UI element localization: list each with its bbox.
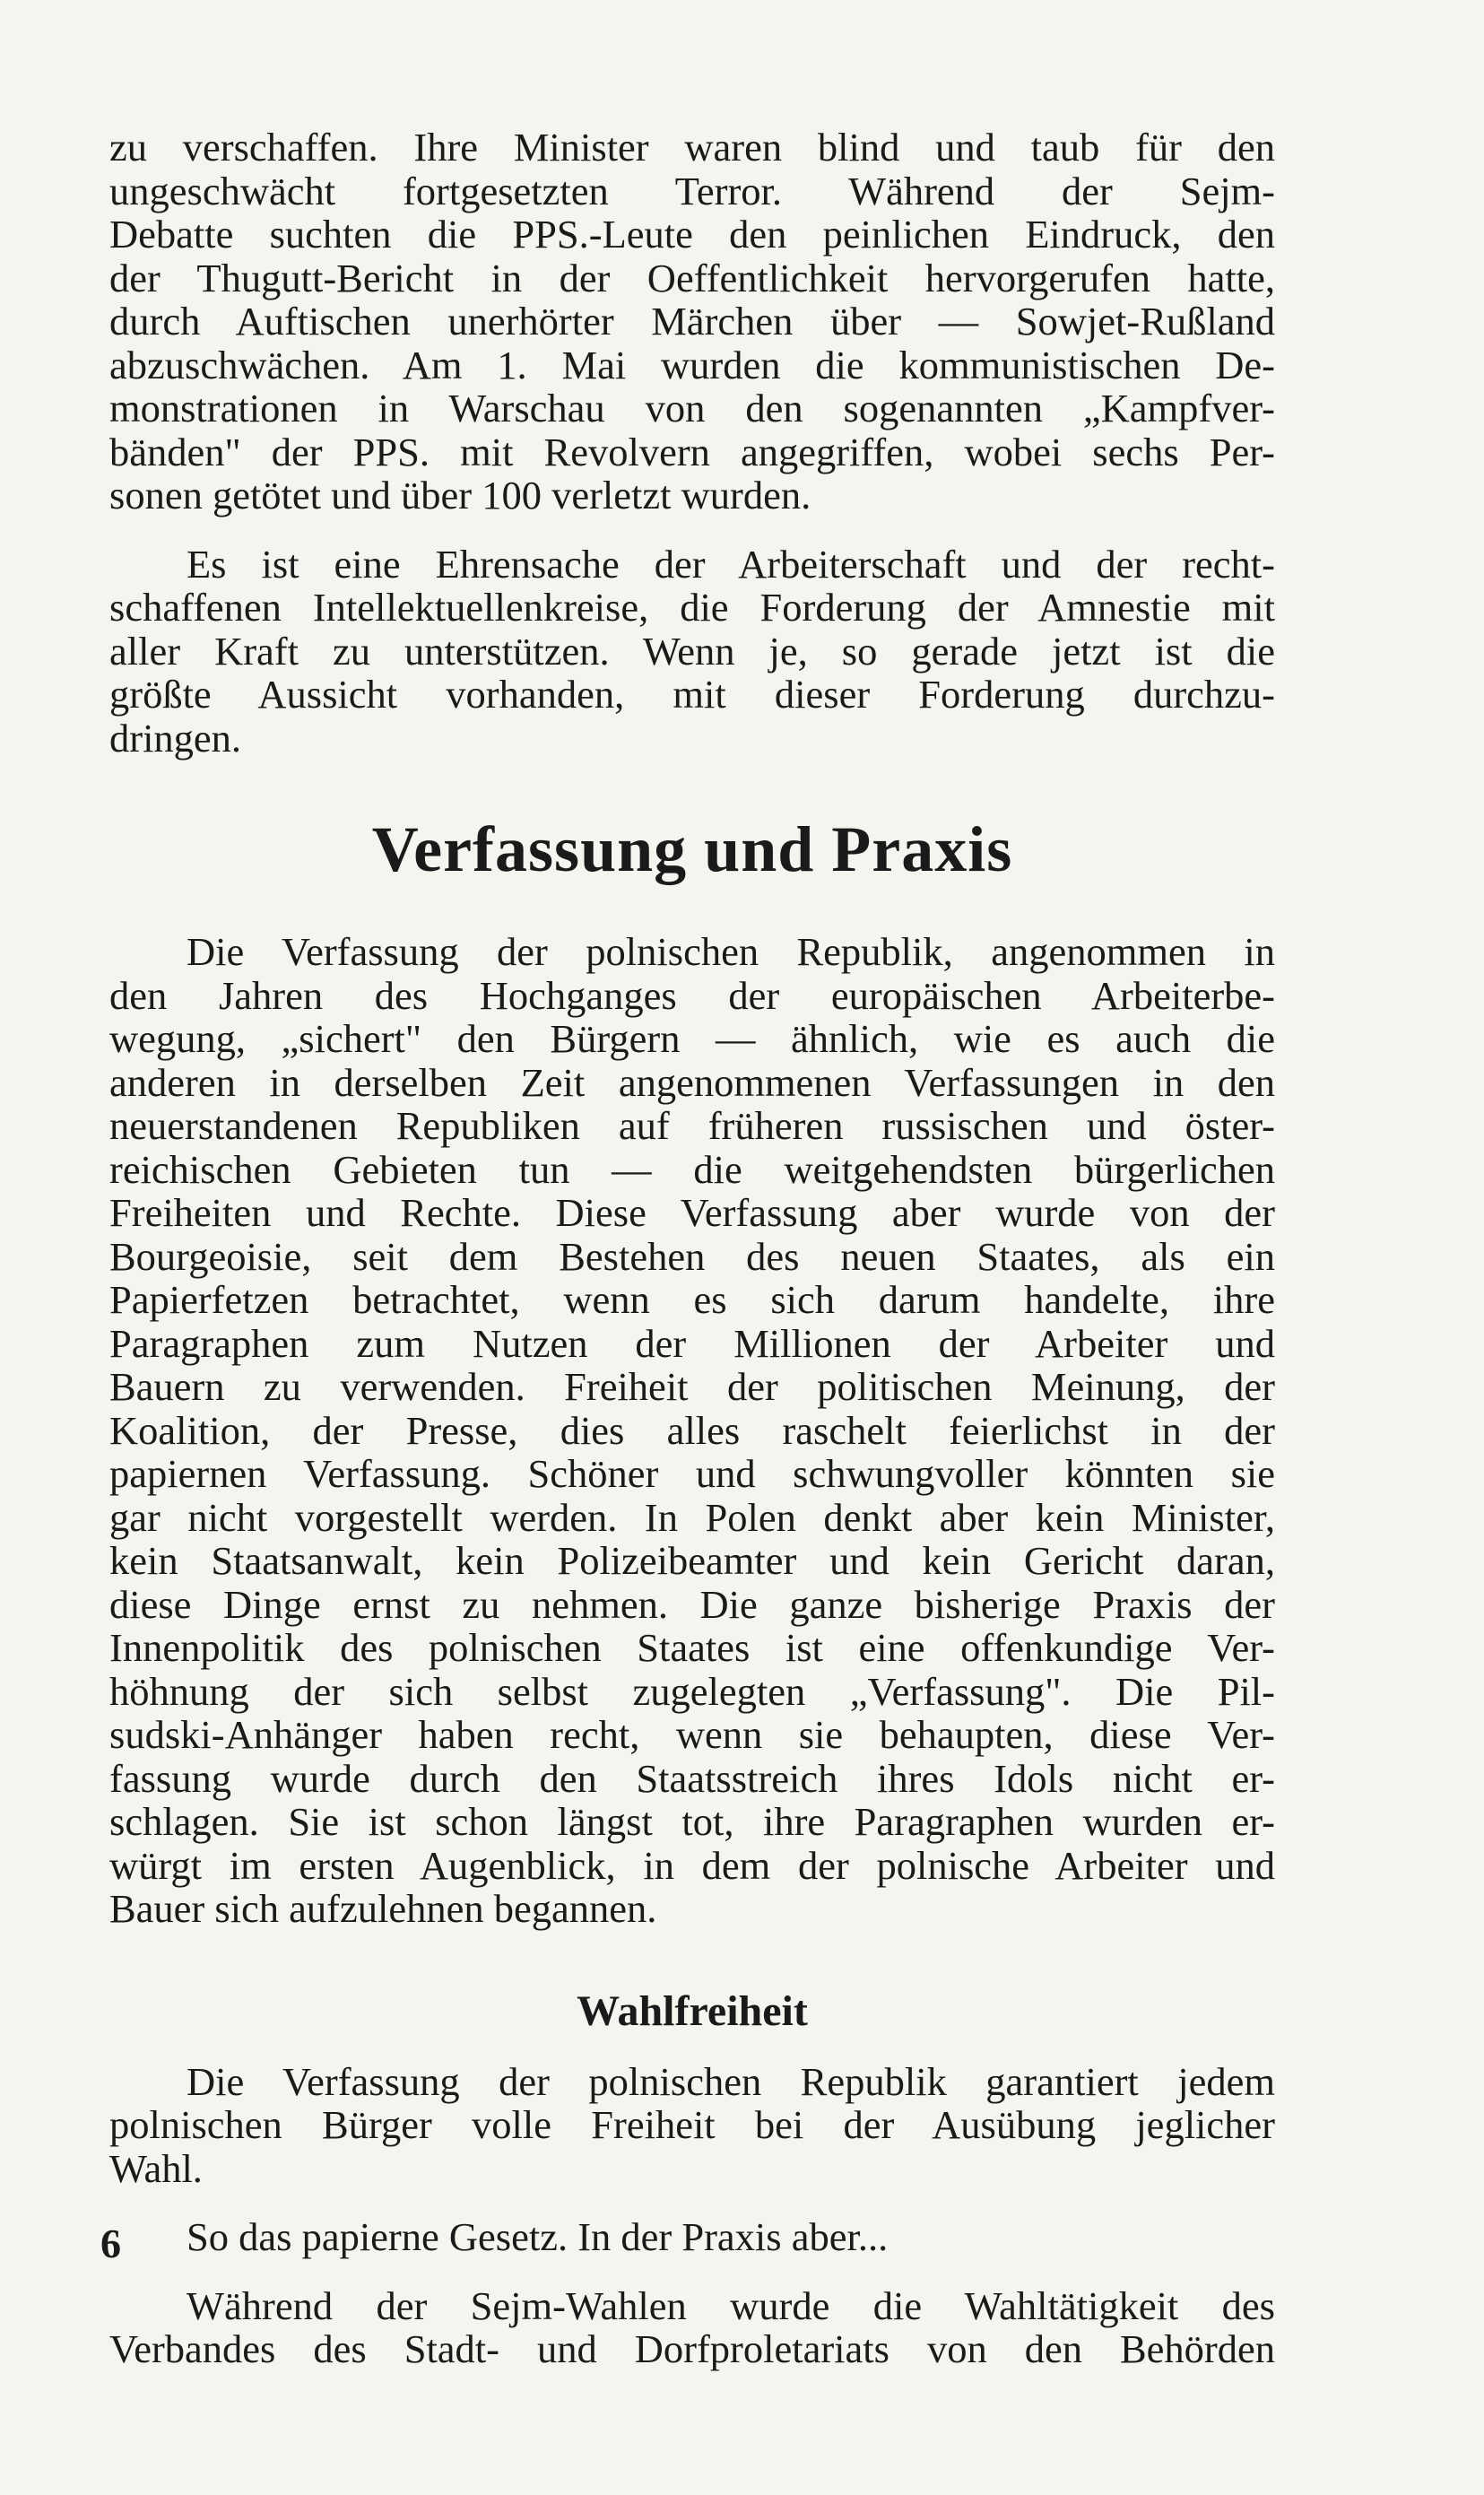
text-line: sudski-Anhänger haben recht, wenn sie behaupten, diese Ver- [109,1712,1275,1757]
paragraph-terror [109,126,1275,517]
document-page [109,126,1275,2371]
paragraph-wahl-garantie [109,2060,1275,2191]
text-line: aller Kraft zu unterstützen. Wenn je, so gerade jetzt ist die [109,628,1275,674]
text-line: monstrationen in Warschau von den sogenannten „Kampfver- [109,386,1275,430]
text-line: fassung wurde durch den Staatsstreich ihres Idols nicht er- [109,1755,1275,1801]
section-heading-wahlfreiheit: Wahlfreiheit [577,1986,808,2035]
text-line: kein Staatsanwalt, kein Polizeibeamter und kein Gericht daran, [109,1538,1275,1583]
text-line: schaffenen Intellektuellenkreise, die Forderung der Amnestie mit [109,585,1275,630]
text-line: Verbandes des Stadt- und Dorfproletariats von den Behörden [109,2326,1275,2371]
text-line: schlagen. Sie ist schon längst tot, ihre Paragraphen wurden er- [109,1799,1275,1844]
text-line: sonen getötet und über 100 verletzt wurden. [109,473,811,517]
text-line: Bourgeoisie, seit dem Bestehen des neuen Staates, als ein [109,1233,1275,1279]
text-line: Koalition, der Presse, dies alles raschelt feierlichst in der [109,1407,1275,1453]
paragraph-verfassung [109,930,1275,1931]
text-line: Innenpolitik des polnischen Staates ist eine offenkundige Ver- [109,1625,1275,1670]
paragraph-amnestie [109,543,1275,761]
text-line: anderen in derselben Zeit angenommenen Verfassungen in den [109,1059,1275,1105]
text-line: Bauern zu verwenden. Freiheit der politischen Meinung, der [109,1364,1275,1409]
text-line: höhnung der sich selbst zugelegten „Verfassung". Die Pil- [109,1668,1275,1714]
text-line: Während der Sejm-Wahlen wurde die Wahltätigkeit des [187,2282,1275,2328]
text-line: der Thugutt-Bericht in der Oeffentlichkeit hervorgerufen hatte, [109,255,1275,300]
text-line: Wahl. [109,2145,203,2191]
text-line: So das papierne Gesetz. In der Praxis aber... [187,2214,889,2259]
page-number: 6 [100,2221,121,2266]
text-line: polnischen Bürger volle Freiheit bei der Ausübung jeglicher [109,2102,1275,2147]
text-line: diese Dinge ernst zu nehmen. Die ganze bisherige Praxis der [109,1581,1275,1627]
text-line: Bauer sich aufzulehnen begannen. [109,1886,657,1931]
paragraph-sejm-wahlen [109,2284,1275,2371]
text-line: Debatte suchten die PPS.-Leute den peinlichen Eindruck, den [109,212,1275,256]
text-line: Es ist eine Ehrensache der Arbeiterschaft und der recht- [187,541,1275,587]
text-line: durch Auftischen unerhörter Märchen über — Sowjet-Rußland [109,299,1275,343]
text-line: Papierfetzen betrachtet, wenn es sich darum handelte, ihre [109,1277,1275,1322]
text-line: ungeschwächt fortgesetzten Terror. Während der Sejm- [109,168,1275,213]
text-line: Die Verfassung der polnischen Republik, angenommen in [187,929,1275,974]
text-line: dringen. [109,715,242,761]
text-line: Freiheiten und Rechte. Diese Verfassung aber wurde von der [109,1190,1275,1235]
text-line: abzuschwächen. Am 1. Mai wurden die kommunistischen De- [109,342,1275,387]
text-line: neuerstandenen Republiken auf früheren russischen und öster- [109,1103,1275,1148]
text-line: zu verschaffen. Ihre Minister waren blind und taub für den [109,125,1275,170]
paragraph-gesetz [109,2215,1275,2259]
text-line: bänden" der PPS. mit Revolvern angegriffen, wobei sechs Per- [109,429,1275,474]
text-line: den Jahren des Hochganges der europäischen Arbeiterbe- [109,972,1275,1018]
text-line: reichischen Gebieten tun — die weitgehendsten bürgerlichen [109,1146,1275,1192]
text-line: größte Aussicht vorhanden, mit dieser Forderung durchzu- [109,672,1275,717]
text-line: Die Verfassung der polnischen Republik garantiert jedem [187,2058,1275,2104]
text-line: gar nicht vorgestellt werden. In Polen denkt aber kein Minister, [109,1494,1275,1540]
text-line: Paragraphen zum Nutzen der Millionen der Arbeiter und [109,1320,1275,1366]
section-heading-verfassung: Verfassung und Praxis [371,813,1013,885]
text-line: würgt im ersten Augenblick, in dem der polnische Arbeiter und [109,1842,1275,1888]
text-line: wegung, „sichert" den Bürgern — ähnlich, wie es auch die [109,1016,1275,1061]
text-line: papiernen Verfassung. Schöner und schwungvoller könnten sie [109,1451,1275,1496]
